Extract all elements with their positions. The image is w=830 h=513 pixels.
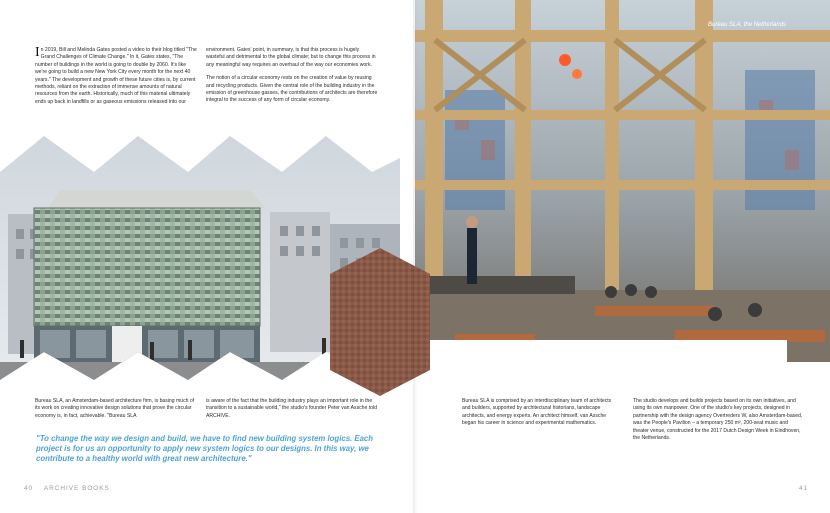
intro-paragraph-1: n 2019, Bill and Melinda Gates posted a video to their blog titled "The Grand Challenges of Climate Change." In it, Gates states, "The number of buildings in the world is going to double by 2060. It's like we're going to build a new New York City every month for the next 40 years." The development and growth of these future cities is, by current methods, reliant on the extraction of immense amounts of natural resources from the earth. Historically, much of this material ultimately ends up back in landfills or as gaseous emissions released into our — [35, 47, 197, 105]
right-bottom-column-2 — [633, 398, 803, 448]
bottom-paragraph-1: Bureau SLA, an Amsterdam-based architecture firm, is basing much of its work on creating innovative design solutions that prove the circular economy is, in fact, achievable. "Bureau SLA — [35, 398, 195, 419]
page-number-right: 41 — [799, 485, 809, 492]
right-bottom-paragraph-2: The studio develops and builds projects based on its own initiatives, and using its own manpower. One of the studio's key projects, designed in partnership with the design agency Overtreders W, also Amsterdam-based, was the People's Pavilion – a temporary 250 m², 200-seat music and theater venue, constructed for the 2017 Dutch Design Week in Eindhoven, the Netherlands. — [633, 398, 803, 442]
bottom-column-1 — [35, 398, 199, 426]
folio-left — [24, 485, 110, 492]
photo-caption: Bureau SLA, the Netherlands — [708, 22, 787, 28]
intro-column-1 — [35, 47, 199, 106]
interior-hall-photo — [415, 0, 830, 362]
right-bottom-column-1 — [462, 398, 620, 434]
drop-cap: I — [35, 45, 40, 60]
pull-quote: "To change the way we design and build, we have to find new building system logics. Each project is for us an opportunity to apply new system logics to our designs. In this way, we contribute to a healthy world with great new architecture." — [36, 434, 373, 463]
intro-column-2 — [206, 47, 378, 111]
intro-paragraph-2a: environment. Gates' point, in summary, is that this process is hugely wasteful and detrimental to the global climate; but to change this process in any meaningful way requires an overhaul of the way our economies work. — [206, 47, 376, 68]
page-gutter — [413, 0, 417, 513]
right-page — [415, 0, 830, 513]
page-number-left: 40 — [24, 485, 34, 492]
intro-paragraph-2b: The notion of a circular economy rests on the creation of value by reusing and recycling products. Given the central role of the building industry in the emission of greenhouse gasses, the contributions of architects are therefore integral to the success of any form of circular economy. — [206, 75, 378, 104]
right-bottom-paragraph-1: Bureau SLA is comprised by an interdisciplinary team of architects and builders, supported by architectural historians, landscape architects, and energy experts. An architect himself, van Assche began his career in science and experimental mathematics. — [462, 398, 612, 427]
bottom-paragraph-2: is aware of the fact that the building industry plays an important role in the transition to a sustainable world," the studio's founder Peter van Assche told ARCHIVE. — [206, 398, 377, 419]
publication-title: ARCHIVE BOOKS — [43, 485, 110, 492]
bottom-column-2 — [206, 398, 378, 426]
